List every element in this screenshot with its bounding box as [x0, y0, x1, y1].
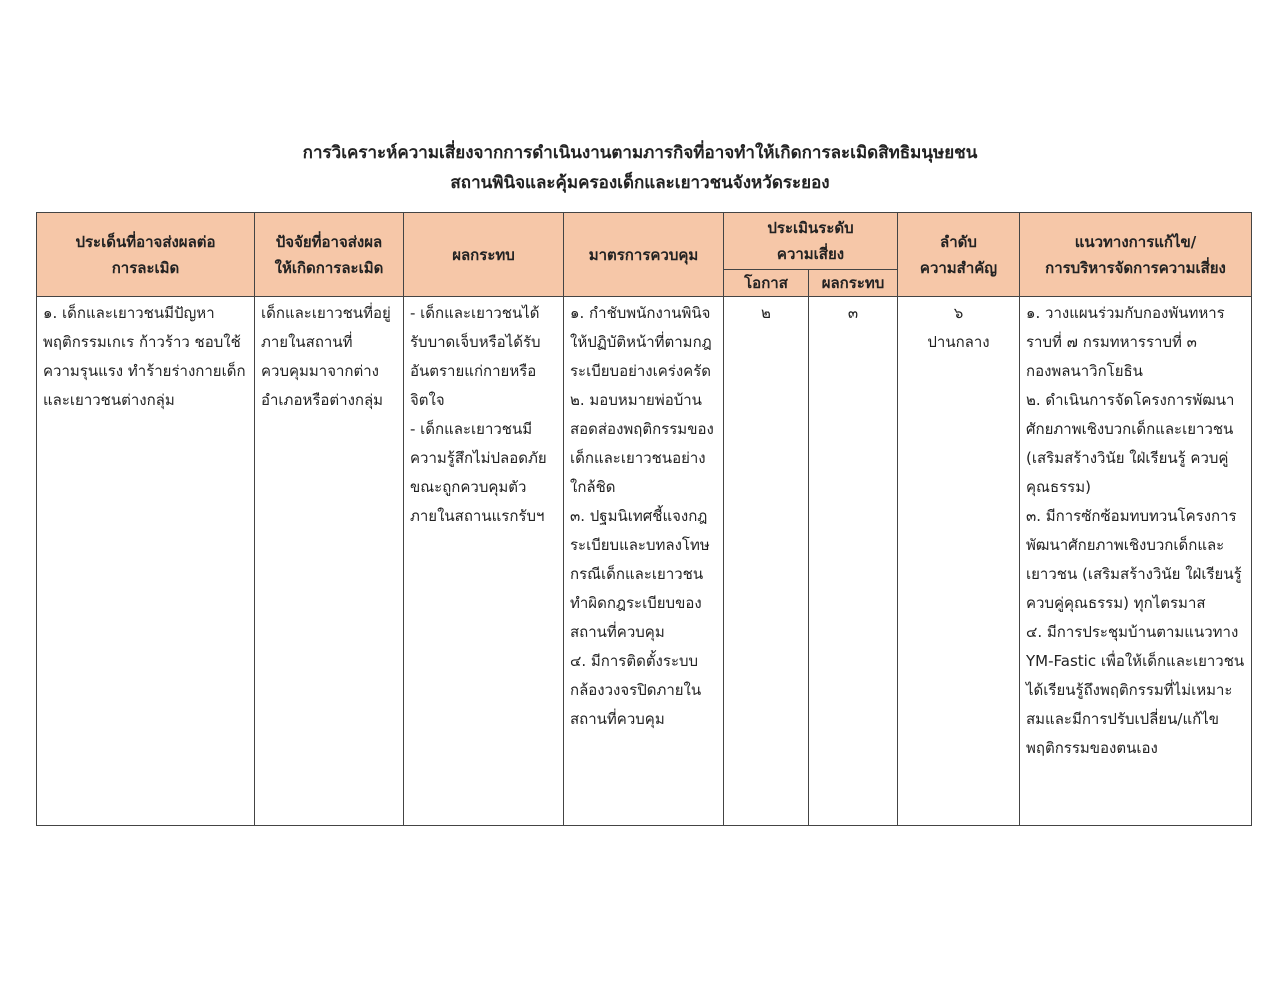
cell-priority	[898, 297, 1020, 826]
header-priority: ลำดับ ความสำคัญ	[898, 213, 1020, 297]
header-impact-level: ผลกระทบ	[809, 270, 898, 297]
risk-analysis-table	[36, 212, 1252, 826]
priority-level: ปานกลาง	[927, 333, 990, 351]
header-solution: แนวทางการแก้ไข/ การบริหารจัดการความเสี่ยง	[1020, 213, 1252, 297]
header-row	[37, 213, 1252, 270]
cell-impact: - เด็กและเยาวชนได้รับบาดเจ็บหรือได้รับอันตรายแก่กายหรือจิตใจ - เด็กและเยาวชนมีความรู้สึกไม่ปลอดภัยขณะถูกควบคุมตัวภายในสถานแรกรับฯ	[404, 297, 564, 826]
cell-likelihood: ๒	[724, 297, 809, 826]
document-subtitle: สถานพินิจและคุ้มครองเด็กและเยาวชนจังหวัดระยอง	[450, 173, 830, 193]
cell-impact-level: ๓	[809, 297, 898, 826]
document-title: การวิเคราะห์ความเสี่ยงจากการดำเนินงานตามภารกิจที่อาจทำให้เกิดการละเมิดสิทธิมนุษยชน	[302, 143, 978, 163]
cell-issue: ๑. เด็กและเยาวชนมีปัญหาพฤติกรรมเกเร ก้าวร้าว ชอบใช้ความรุนแรง ทำร้ายร่างกายเด็กและเยาวชนต่างกลุ่ม	[37, 297, 255, 826]
table-row	[37, 297, 1252, 826]
header-control: มาตรการควบคุม	[564, 213, 724, 297]
header-impact: ผลกระทบ	[404, 213, 564, 297]
header-assessment: ประเมินระดับ ความเสี่ยง	[724, 213, 898, 270]
header-issue: ประเด็นที่อาจส่งผลต่อ การละเมิด	[37, 213, 255, 297]
cell-solution: ๑. วางแผนร่วมกับกองพันทหารราบที่ ๗ กรมทหารราบที่ ๓ กองพลนาวิกโยธิน ๒. ดำเนินการจัดโครงการพัฒนาศักยภาพเชิงบวกเด็กและเยาวชน (เสริมสร้างวินัย ใฝ่เรียนรู้ ควบคู่คุณธรรม) ๓. มีการซักซ้อมทบทวนโครงการพัฒนาศักยภาพเชิงบวกเด็กและเยาวชน (เสริมสร้างวินัย ใฝ่เรียนรู้ ควบคู่คุณธรรม) ทุกไตรมาส ๔. มีการประชุมบ้านตามแนวทาง YM-Fastic เพื่อให้เด็กและเยาวชนได้เรียนรู้ถึงพฤติกรรมที่ไม่เหมาะสมและมีการปรับเปลี่ยน/แก้ไขพฤติกรรมของตนเอง	[1020, 297, 1252, 826]
cell-factor: เด็กและเยาวชนที่อยู่ภายในสถานที่ควบคุมมาจากต่างอำเภอหรือต่างกลุ่ม	[255, 297, 404, 826]
header-likelihood: โอกาส	[724, 270, 809, 297]
priority-number: ๖	[953, 304, 964, 322]
cell-control: ๑. กำชับพนักงานพินิจให้ปฏิบัติหน้าที่ตามกฎระเบียบอย่างเคร่งครัด ๒. มอบหมายพ่อบ้านสอดส่องพฤติกรรมของเด็กและเยาวชนอย่างใกล้ชิด ๓. ปฐมนิเทศชี้แจงกฎระเบียบและบทลงโทษกรณีเด็กและเยาวชนทำผิดกฎระเบียบของสถานที่ควบคุม ๔. มีการติดตั้งระบบกล้องวงจรปิดภายในสถานที่ควบคุม	[564, 297, 724, 826]
header-factor: ปัจจัยที่อาจส่งผล ให้เกิดการละเมิด	[255, 213, 404, 297]
